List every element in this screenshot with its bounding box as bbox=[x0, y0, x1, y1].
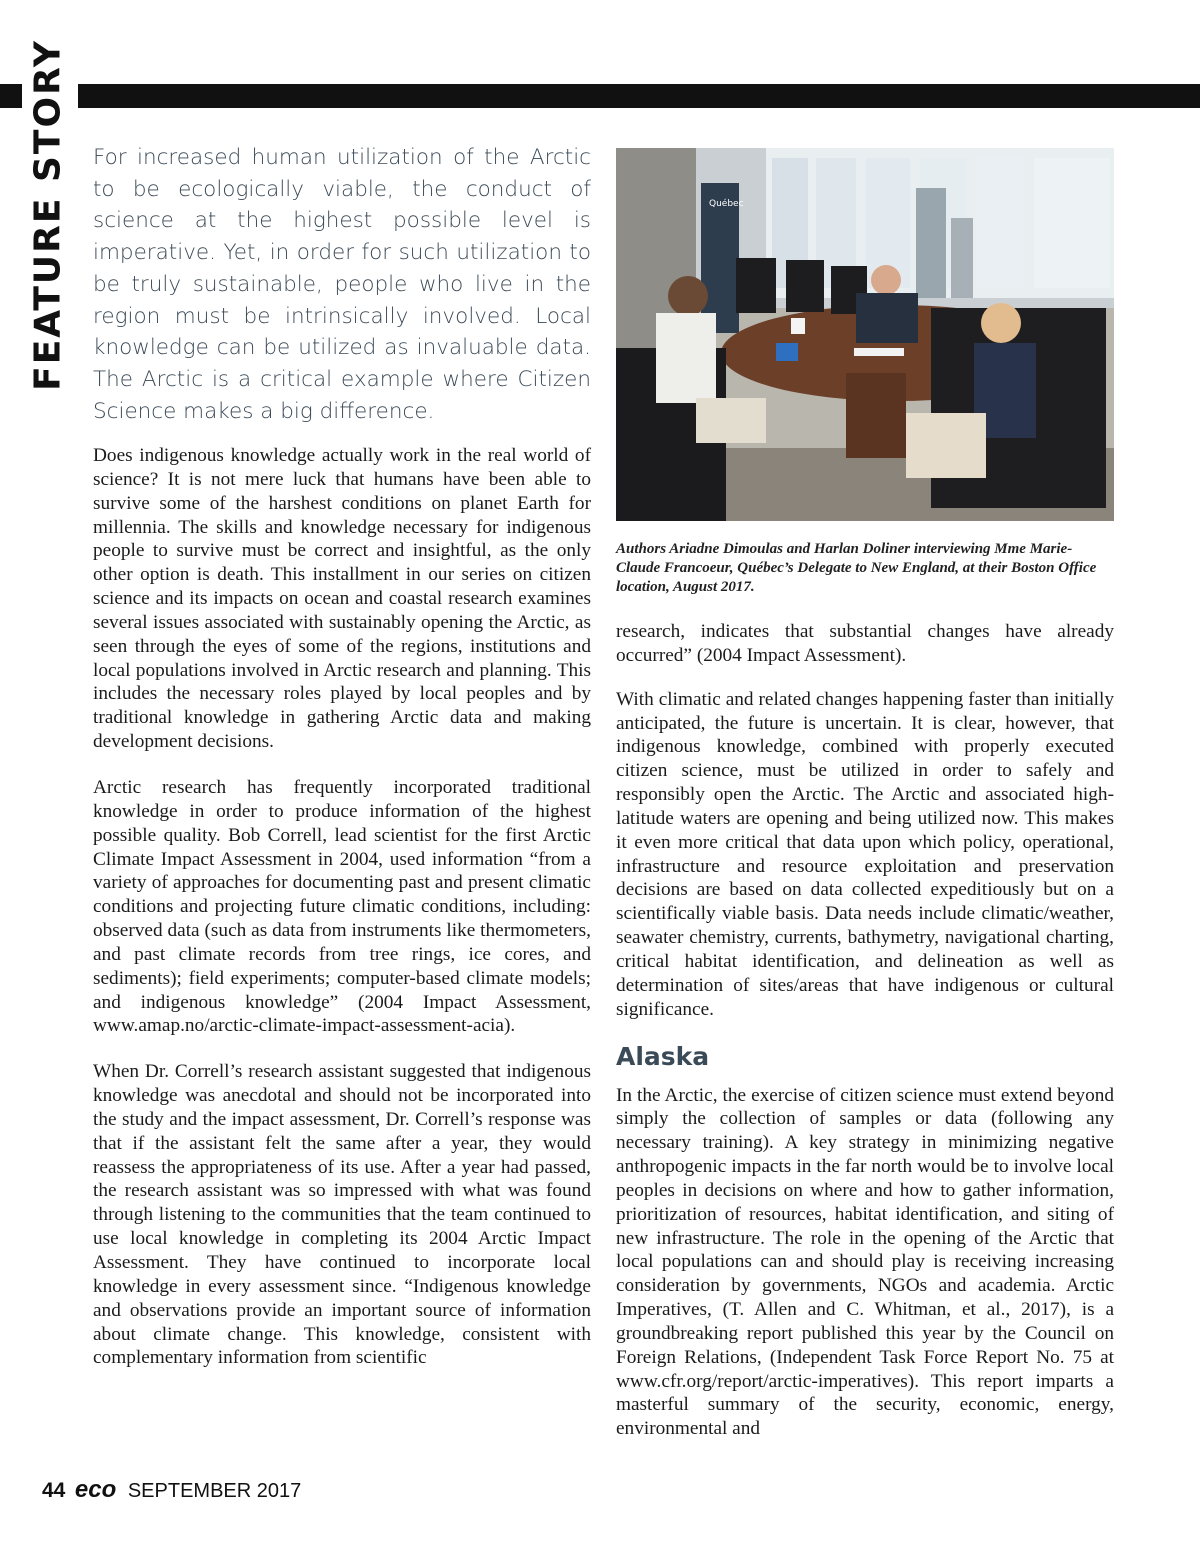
right-column bbox=[616, 620, 1114, 1441]
left-column bbox=[93, 444, 591, 1370]
header-rule bbox=[78, 84, 1200, 108]
issue-date: SEPTEMBER 2017 bbox=[127, 1480, 302, 1502]
lead-paragraph: For increased human utilization of the Arctic to be ecologically viable, the conduct of science at the highest possible level is imperative. Yet, in order for such utilization to be truly sustainable, people who live in the region must be intrinsically involved. Local knowledge can be utilized as invaluable data. The Arctic is a critical example where Citizen Science makes a big difference. bbox=[93, 145, 591, 424]
body-paragraph: Does indigenous knowledge actually work in the real world of science? It is not mere luck that humans have been able to survive some of the harshest conditions on planet Earth for millennia. The skills and knowledge necessary for indigenous people to survive must be correct and insightful, as the only other option is death. This installment in our series on citizen science and its impacts on ocean and coastal research examines several issues associated with sustainably opening the Arctic, as seen through the eyes of some of the regions, institutions and local populations involved in Arctic research and planning. This includes the necessary roles played by local peoples and by traditional knowledge in gathering Arctic data and making development decisions. bbox=[93, 445, 591, 753]
body-paragraph: With climatic and related changes happening faster than initially anticipated, the future is uncertain. It is clear, however, that indigenous knowledge, combined with properly executed citizen science, must be utilized in order to safely and responsibly open the Arctic. The Arctic and associated high-latitude waters are opening and being utilized now. This makes it even more critical that data upon which policy, operational, infrastructure and resource exploitation and preservation decisions are based on data collected expeditiously but on a scientifically viable basis. Data needs include climatic/weather, seawater chemistry, currents, bathymetry, navigational charting, critical habitat identification, and delineation as well as determination of sites/areas that have indigenous or cultural significance. bbox=[616, 688, 1114, 1020]
section-heading: Alaska bbox=[616, 1041, 710, 1071]
header-tab-block bbox=[0, 84, 22, 108]
page-number: 44 bbox=[42, 1479, 66, 1502]
body-paragraph: research, indicates that substantial changes have already occurred” (2004 Impact Assessment). bbox=[616, 621, 1114, 666]
body-paragraph: When Dr. Correll’s research assistant suggested that indigenous knowledge was anecdotal and should not be incorporated into the study and the impact assessment, Dr. Correll’s response was that if the assistant felt the same after a year, they would reassess the appropriateness of its use. After a year had passed, the research assistant was so impressed with what was found through listening to the communities that the team continued to use local knowledge in completing its 2004 Arctic Impact Assessment. They have continued to incorporate local knowledge in every assessment since. “Indigenous knowledge and observations provide an important source of information about climate change. This knowledge, consistent with complementary information from scientific bbox=[93, 1061, 591, 1369]
body-paragraph: Arctic research has frequently incorporated traditional knowledge in order to produce information of the highest possible quality. Bob Correll, lead scientist for the first Arctic Climate Impact Assessment in 2004, used information “from a variety of approaches for documenting past and present climatic conditions and projecting future climatic conditions, including: observed data (such as data from instruments like thermometers, and past climate records from tree rings, ice cores, and sediments); field experiments; computer-based climate models; and indigenous knowledge” (2004 Impact Assessment, www.amap.no/arctic-climate-impact-assessment-acia). bbox=[93, 776, 591, 1037]
photo-caption: Authors Ariadne Dimoulas and Harlan Doliner interviewing Mme Marie-Claude Francoeur, Québec’s Delegate to New England, at their Boston Office location, August 2017. bbox=[616, 541, 1097, 595]
magazine-name: eco bbox=[74, 1476, 117, 1503]
section-label: FEATURE STORY bbox=[27, 39, 69, 391]
interview-photo bbox=[616, 148, 1114, 521]
banner-text: Québec bbox=[709, 199, 744, 209]
body-paragraph: In the Arctic, the exercise of citizen science must extend beyond simply the collection of samples or data (following any necessary training). A key strategy in minimizing negative anthropogenic impacts in the far north would be to involve local peoples in decisions on where and how to gather information, prioritization of resources, habitat identification, and siting of new infrastructure. The role in the opening of the Arctic that local populations can and should play is receiving increasing consideration by governments, NGOs and academia. Arctic Imperatives, (T. Allen and C. Whitman, et al., 2017), is a groundbreaking report published this year by the Council on Foreign Relations, (Independent Task Force Report No. 75 at www.cfr.org/report/arctic-imperatives). This report imparts a masterful summary of the security, economic, energy, environmental and bbox=[616, 1084, 1114, 1440]
page-footer bbox=[42, 1476, 301, 1504]
